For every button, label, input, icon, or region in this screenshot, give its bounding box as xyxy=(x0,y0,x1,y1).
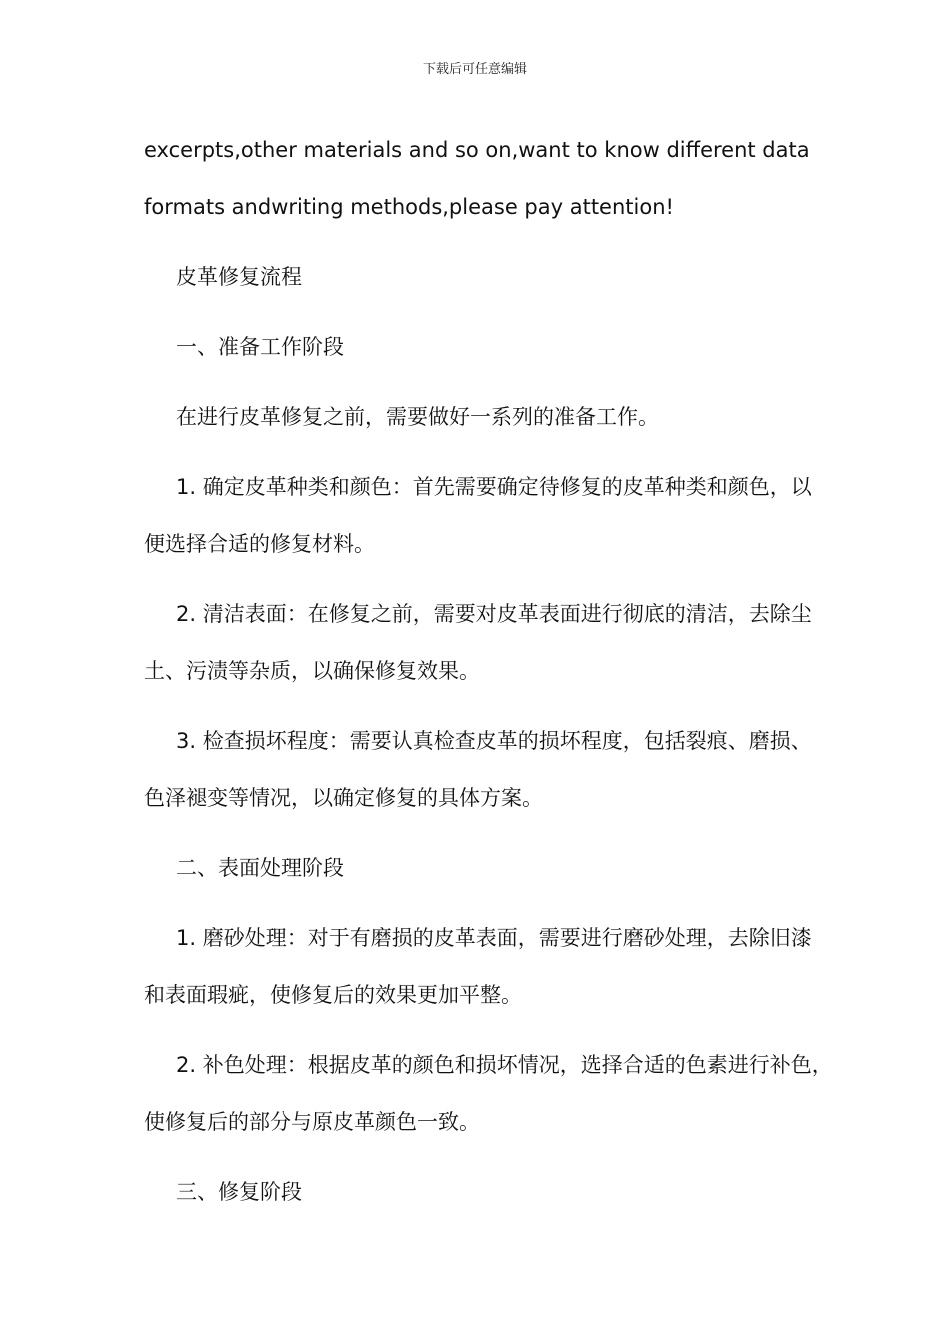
s1-item2-line1: 2. 清洁表面：在修复之前，需要对皮革表面进行彻底的清洁，去除尘 xyxy=(176,602,812,626)
section-1-intro: 在进行皮革修复之前，需要做好一系列的准备工作。 xyxy=(176,405,659,429)
section-2-heading: 二、表面处理阶段 xyxy=(176,856,344,880)
s2-item1-line1: 1. 磨砂处理：对于有磨损的皮革表面，需要进行磨砂处理，去除旧漆 xyxy=(176,926,812,950)
s1-item3-line1: 3. 检查损坏程度：需要认真检查皮革的损坏程度，包括裂痕、磨损、 xyxy=(176,729,812,753)
s1-item3-line2: 色泽褪变等情况，以确定修复的具体方案。 xyxy=(144,786,543,810)
s2-item2-line1: 2. 补色处理：根据皮革的颜色和损坏情况，选择合适的色素进行补色， xyxy=(176,1053,833,1077)
s1-item1-line1: 1. 确定皮革种类和颜色：首先需要确定待修复的皮革种类和颜色，以 xyxy=(176,475,812,499)
s1-item2-line2: 土、污渍等杂质，以确保修复效果。 xyxy=(144,659,480,683)
section-1-heading: 一、准备工作阶段 xyxy=(176,335,344,359)
header-note: 下载后可任意编辑 xyxy=(422,62,527,77)
section-3-heading: 三、修复阶段 xyxy=(176,1180,302,1204)
intro-line-2: formats andwriting methods,please pay attention! xyxy=(144,195,674,219)
document-title: 皮革修复流程 xyxy=(176,265,302,289)
s1-item1-line2: 便选择合适的修复材料。 xyxy=(144,532,375,556)
s2-item1-line2: 和表面瑕疵，使修复后的效果更加平整。 xyxy=(144,983,522,1007)
s2-item2-line2: 使修复后的部分与原皮革颜色一致。 xyxy=(144,1110,480,1134)
intro-line-1: excerpts,other materials and so on,want to know different data xyxy=(144,138,810,162)
